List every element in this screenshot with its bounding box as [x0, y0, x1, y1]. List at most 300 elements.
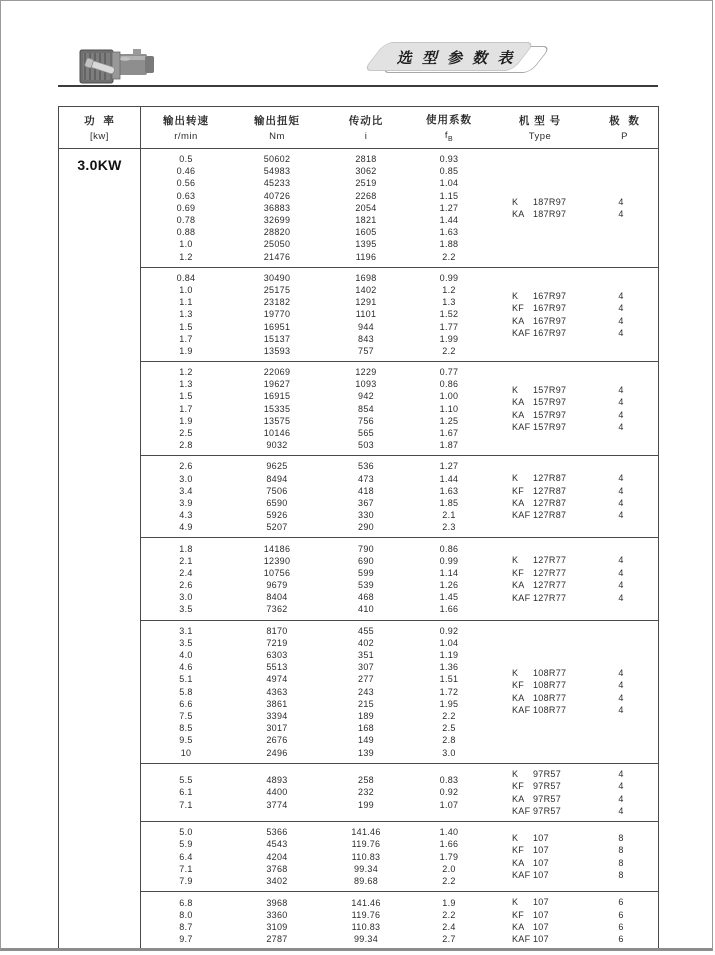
service-factor-value: 1.63 [439, 485, 459, 496]
output-speed-value: 6.4 [179, 851, 193, 862]
output-speed-value: 6.8 [179, 897, 193, 908]
table-row [141, 333, 489, 345]
service-factor-value: 1.66 [439, 604, 459, 615]
service-factor-value: 1.9 [442, 897, 456, 908]
service-factor-value: 2.1 [442, 510, 456, 521]
poles-value: 8 [618, 845, 624, 856]
service-factor-value: 0.85 [439, 166, 459, 177]
ratio-value: 2519 [355, 178, 377, 189]
model-type [489, 498, 591, 508]
table-group [141, 537, 658, 619]
group-model-rows [489, 290, 658, 340]
output-speed-value: 8.5 [179, 723, 193, 734]
page-title: 选 型 参 数 表 [396, 50, 516, 67]
table-body [59, 149, 658, 950]
ratio-value: 690 [358, 555, 374, 566]
ratio-value: 110.83 [351, 851, 381, 862]
model-row [489, 290, 658, 302]
output-speed-value: 6.1 [179, 787, 193, 798]
table-row [141, 542, 489, 554]
model-code: 97R57 [533, 805, 562, 816]
model-prefix: KF [512, 909, 525, 920]
model-row [489, 208, 658, 220]
table-row [141, 686, 489, 698]
model-prefix: KA [512, 409, 525, 420]
table-groups [141, 149, 658, 950]
group-data-rows [141, 366, 489, 451]
output-torque-value: 16951 [263, 321, 291, 332]
service-factor-value: 1.07 [439, 799, 459, 810]
table-row [141, 165, 489, 177]
table-row [141, 190, 489, 202]
model-code: 107 [533, 922, 549, 933]
output-speed-value: 8.0 [179, 909, 193, 920]
model-prefix: K [512, 668, 519, 678]
output-torque-value: 8404 [266, 592, 288, 603]
poles-value: 4 [618, 793, 624, 804]
output-speed-value: 3.0 [179, 592, 193, 603]
output-speed-value: 3.1 [179, 625, 193, 636]
group-data-rows [141, 542, 489, 615]
model-row [489, 314, 658, 326]
model-row [489, 692, 658, 704]
poles-value: 4 [618, 209, 624, 220]
table-row [141, 863, 489, 875]
output-speed-value: 7.9 [179, 876, 193, 887]
ratio-value: 565 [358, 428, 374, 439]
service-factor-value: 1.2 [442, 284, 456, 295]
table-row [141, 673, 489, 685]
model-code: 127R77 [533, 580, 567, 591]
service-factor-value: 2.8 [442, 735, 456, 746]
table-row [141, 603, 489, 615]
output-torque-value: 36883 [263, 202, 291, 213]
model-row [489, 484, 658, 496]
output-torque-value: 4400 [266, 787, 288, 798]
output-torque-value: 10146 [263, 428, 291, 439]
output-speed-value: 0.88 [176, 227, 196, 238]
model-code: 167R97 [533, 303, 567, 314]
group-model-rows [489, 195, 658, 220]
poles-value: 4 [618, 422, 624, 433]
power-rating: 3.0KW [59, 149, 141, 950]
output-speed-value: 4.3 [179, 510, 193, 521]
ratio-value: 89.68 [353, 876, 379, 887]
table-row [141, 509, 489, 521]
table-row [141, 378, 489, 390]
service-factor-value: 3.0 [442, 747, 456, 758]
output-speed-value: 2.6 [179, 461, 193, 472]
service-factor-value: 1.26 [439, 580, 459, 591]
output-speed-value: 5.8 [179, 686, 193, 697]
model-row [489, 832, 658, 844]
model-row [489, 909, 658, 921]
ratio-value: 277 [358, 674, 374, 685]
table-group [141, 821, 658, 891]
table-row [141, 826, 489, 838]
output-speed-value: 1.9 [179, 345, 193, 356]
ratio-value: 258 [358, 775, 374, 786]
table-row [141, 591, 489, 603]
service-factor-value: 1.27 [439, 461, 459, 472]
model-code: 127R77 [533, 592, 567, 603]
column-header-model-type: 机 型 号 Type [518, 115, 562, 142]
output-torque-value: 4893 [266, 775, 288, 786]
model-row [489, 805, 658, 817]
model-type [489, 568, 591, 578]
model-prefix: K [512, 897, 519, 908]
output-speed-value: 1.8 [179, 543, 193, 554]
ratio-value: 503 [358, 440, 374, 451]
table-row [141, 746, 489, 758]
group-data-rows [141, 625, 489, 759]
output-torque-value: 10756 [263, 567, 291, 578]
table-row [141, 251, 489, 263]
table-row [141, 403, 489, 415]
model-prefix: K [512, 385, 519, 396]
ratio-value: 199 [358, 799, 374, 810]
table-row [141, 838, 489, 850]
model-prefix: KF [512, 567, 525, 578]
model-row [489, 667, 658, 679]
model-type [489, 922, 591, 932]
model-code: 157R97 [533, 409, 567, 420]
output-speed-value: 1.2 [179, 251, 193, 262]
ratio-value: 215 [358, 698, 374, 709]
output-torque-value: 3402 [266, 876, 288, 887]
model-code: 127R87 [533, 510, 567, 521]
output-speed-value: 0.63 [176, 190, 196, 201]
output-torque-value: 3394 [266, 710, 288, 721]
table-row [141, 308, 489, 320]
output-torque-value: 14186 [263, 543, 291, 554]
column-header-poles: 极 数 P [609, 115, 640, 142]
output-torque-value: 7362 [266, 604, 288, 615]
model-type [489, 291, 591, 301]
output-speed-value: 5.5 [179, 775, 193, 786]
model-type [489, 473, 591, 483]
poles-value: 4 [618, 409, 624, 420]
poles-value: 4 [618, 668, 624, 678]
output-torque-value: 4204 [266, 851, 288, 862]
ratio-value: 149 [358, 735, 374, 746]
poles-value: 4 [618, 498, 624, 509]
table-row [141, 214, 489, 226]
output-torque-value: 15137 [263, 333, 291, 344]
model-code: 97R57 [533, 781, 562, 792]
ratio-value: 1605 [355, 227, 377, 238]
output-speed-value: 0.69 [176, 202, 196, 213]
output-speed-value: 2.5 [179, 428, 193, 439]
service-factor-value: 1.19 [439, 650, 459, 661]
output-torque-value: 8170 [266, 625, 288, 636]
service-factor-value: 2.7 [442, 934, 456, 945]
column-header-service-factor: 使用系数 $f_B$ [426, 114, 472, 143]
ratio-value: 536 [358, 461, 374, 472]
service-factor-value: 2.2 [442, 251, 456, 262]
output-torque-value: 25175 [263, 284, 291, 295]
poles-value: 4 [618, 781, 624, 792]
output-torque-value: 21476 [263, 251, 291, 262]
ratio-value: 119.76 [351, 909, 381, 920]
model-row [489, 704, 658, 716]
table-group [141, 267, 658, 361]
column-header-ratio: 传动比 i [348, 115, 384, 142]
service-factor-value: 2.2 [442, 909, 456, 920]
service-factor-value: 1.85 [439, 497, 459, 508]
output-torque-value: 7219 [266, 637, 288, 648]
service-factor-value: 1.27 [439, 202, 459, 213]
output-speed-value: 5.1 [179, 674, 193, 685]
model-prefix: KAF [512, 870, 531, 881]
model-code: 107 [533, 897, 549, 908]
service-factor-value: 1.87 [439, 440, 459, 451]
table-row [141, 774, 489, 786]
output-torque-value: 3774 [266, 799, 288, 810]
table-row [141, 272, 489, 284]
model-row [489, 591, 658, 603]
model-code: 187R97 [533, 209, 567, 220]
service-factor-value: 1.04 [439, 637, 459, 648]
output-speed-value: 7.1 [179, 863, 193, 874]
output-speed-value: 5.9 [179, 839, 193, 850]
output-torque-value: 9679 [266, 580, 288, 591]
service-factor-value: 0.83 [439, 775, 459, 786]
output-torque-value: 4974 [266, 674, 288, 685]
table-row [141, 734, 489, 746]
table-row [141, 851, 489, 863]
output-speed-value: 8.7 [179, 922, 193, 932]
poles-value: 4 [618, 315, 624, 326]
output-speed-value: 3.5 [179, 637, 193, 648]
model-prefix: K [512, 833, 519, 844]
table-row [141, 390, 489, 402]
model-row [489, 869, 658, 881]
service-factor-value: 1.67 [439, 428, 459, 439]
output-speed-value: 1.7 [179, 333, 193, 344]
service-factor-value: 0.99 [439, 272, 459, 283]
output-speed-value: 4.0 [179, 650, 193, 661]
group-model-rows [489, 554, 658, 604]
ratio-value: 1402 [355, 284, 377, 295]
output-torque-value: 5513 [266, 662, 288, 673]
model-row [489, 792, 658, 804]
ratio-value: 290 [358, 522, 374, 533]
output-torque-value: 2787 [266, 934, 288, 945]
table-row [141, 497, 489, 509]
service-factor-value: 1.3 [442, 297, 456, 308]
output-torque-value: 7506 [266, 485, 288, 496]
ratio-value: 2054 [355, 202, 377, 213]
poles-value: 4 [618, 485, 624, 496]
gearmotor-photo-icon [73, 43, 163, 89]
table-row [141, 722, 489, 734]
table-row [141, 698, 489, 710]
output-torque-value: 12390 [263, 555, 291, 566]
model-row [489, 509, 658, 521]
output-speed-value: 7.1 [179, 799, 193, 810]
service-factor-value: 1.52 [439, 309, 459, 320]
table-row [141, 284, 489, 296]
output-speed-value: 7.5 [179, 710, 193, 721]
output-speed-value: 1.3 [179, 379, 193, 390]
output-torque-value: 30490 [263, 272, 291, 283]
poles-value: 4 [618, 680, 624, 691]
model-prefix: KAF [512, 510, 531, 521]
model-type [489, 806, 591, 816]
ratio-value: 141.46 [351, 897, 381, 908]
output-speed-value: 1.3 [179, 309, 193, 320]
ratio-value: 141.46 [351, 827, 381, 838]
model-type [489, 680, 591, 690]
model-code: 97R57 [533, 793, 562, 804]
model-code: 127R87 [533, 485, 567, 496]
model-code: 127R77 [533, 567, 567, 578]
model-row [489, 384, 658, 396]
poles-value: 4 [618, 385, 624, 396]
model-code: 167R97 [533, 327, 567, 338]
service-factor-value: 1.14 [439, 567, 459, 578]
service-factor-value: 1.10 [439, 403, 459, 414]
ratio-value: 843 [358, 333, 374, 344]
model-type [489, 209, 591, 219]
ratio-value: 2268 [355, 190, 377, 201]
model-type [489, 794, 591, 804]
ratio-value: 1395 [355, 239, 377, 250]
service-factor-value: 1.77 [439, 321, 459, 332]
poles-value: 6 [618, 897, 624, 908]
header-rule [58, 85, 658, 87]
group-data-rows [141, 826, 489, 887]
model-prefix: KF [512, 845, 525, 856]
service-factor-value: 1.15 [439, 190, 459, 201]
output-speed-value: 4.9 [179, 522, 193, 533]
model-prefix: KF [512, 781, 525, 792]
ratio-value: 944 [358, 321, 374, 332]
model-prefix: KF [512, 680, 525, 691]
output-speed-value: 1.7 [179, 403, 193, 414]
table-row [141, 153, 489, 165]
table-row [141, 320, 489, 332]
table-row [141, 202, 489, 214]
model-type [489, 397, 591, 407]
model-code: 157R97 [533, 397, 567, 408]
table-group [141, 620, 658, 763]
output-torque-value: 9032 [266, 440, 288, 451]
ratio-value: 307 [358, 662, 374, 673]
group-model-rows [489, 768, 658, 818]
output-speed-value: 0.46 [176, 166, 196, 177]
table-row [141, 226, 489, 238]
output-speed-value: 1.0 [179, 284, 193, 295]
output-torque-value: 23182 [263, 297, 291, 308]
model-row [489, 472, 658, 484]
output-torque-value: 4543 [266, 839, 288, 850]
model-prefix: KA [512, 498, 525, 509]
ratio-value: 1093 [355, 379, 377, 390]
service-factor-value: 2.2 [442, 710, 456, 721]
output-torque-value: 3861 [266, 698, 288, 709]
table-row [141, 897, 489, 909]
output-torque-value: 5366 [266, 827, 288, 838]
output-speed-value: 4.6 [179, 662, 193, 673]
output-torque-value: 40726 [263, 190, 291, 201]
output-torque-value: 16915 [263, 391, 291, 402]
output-speed-value: 2.6 [179, 580, 193, 591]
table-group [141, 763, 658, 822]
group-model-rows [489, 667, 658, 717]
model-row [489, 921, 658, 933]
service-factor-value: 1.72 [439, 686, 459, 697]
ratio-value: 99.34 [353, 863, 379, 874]
output-torque-value: 9625 [266, 461, 288, 472]
ratio-value: 1291 [355, 297, 377, 308]
model-prefix: KAF [512, 805, 531, 816]
model-type [489, 693, 591, 703]
ratio-value: 1821 [355, 215, 377, 226]
model-type [489, 510, 591, 520]
output-speed-value: 2.1 [179, 555, 193, 566]
table-row [141, 345, 489, 357]
output-torque-value: 4363 [266, 686, 288, 697]
model-row [489, 567, 658, 579]
poles-value: 4 [618, 397, 624, 408]
output-speed-value: 1.2 [179, 367, 193, 378]
service-factor-value: 1.45 [439, 592, 459, 603]
output-torque-value: 50602 [263, 154, 291, 165]
poles-value: 4 [618, 805, 624, 816]
model-type [489, 833, 591, 843]
ratio-value: 1229 [355, 367, 377, 378]
service-factor-value: 2.4 [442, 922, 456, 932]
model-row [489, 497, 658, 509]
model-prefix: KA [512, 857, 525, 868]
ratio-value: 232 [358, 787, 374, 798]
model-row [489, 844, 658, 856]
service-factor-value: 2.3 [442, 522, 456, 533]
table-row [141, 625, 489, 637]
model-type [489, 781, 591, 791]
ratio-value: 168 [358, 723, 374, 734]
model-row [489, 768, 658, 780]
model-type [489, 934, 591, 944]
output-speed-value: 3.4 [179, 485, 193, 496]
model-prefix: KAF [512, 705, 531, 716]
model-code: 107 [533, 857, 549, 868]
ratio-value: 139 [358, 747, 374, 758]
model-code: 127R87 [533, 498, 567, 509]
table-row [141, 921, 489, 933]
poles-value: 4 [618, 510, 624, 521]
model-row [489, 579, 658, 591]
group-model-rows [489, 896, 658, 946]
model-prefix: KA [512, 397, 525, 408]
service-factor-value: 2.5 [442, 723, 456, 734]
table-row [141, 579, 489, 591]
output-torque-value: 13593 [263, 345, 291, 356]
group-data-rows [141, 460, 489, 533]
group-data-rows [141, 897, 489, 946]
output-torque-value: 45233 [263, 178, 291, 189]
ratio-value: 599 [358, 567, 374, 578]
model-prefix: KA [512, 922, 525, 933]
output-speed-value: 0.84 [176, 272, 196, 283]
service-factor-value: 1.00 [439, 391, 459, 402]
service-factor-value: 0.99 [439, 555, 459, 566]
model-code: 108R77 [533, 680, 567, 691]
ratio-value: 1196 [355, 251, 377, 262]
column-header-output-torque: 输出扭矩 Nm [254, 115, 300, 142]
